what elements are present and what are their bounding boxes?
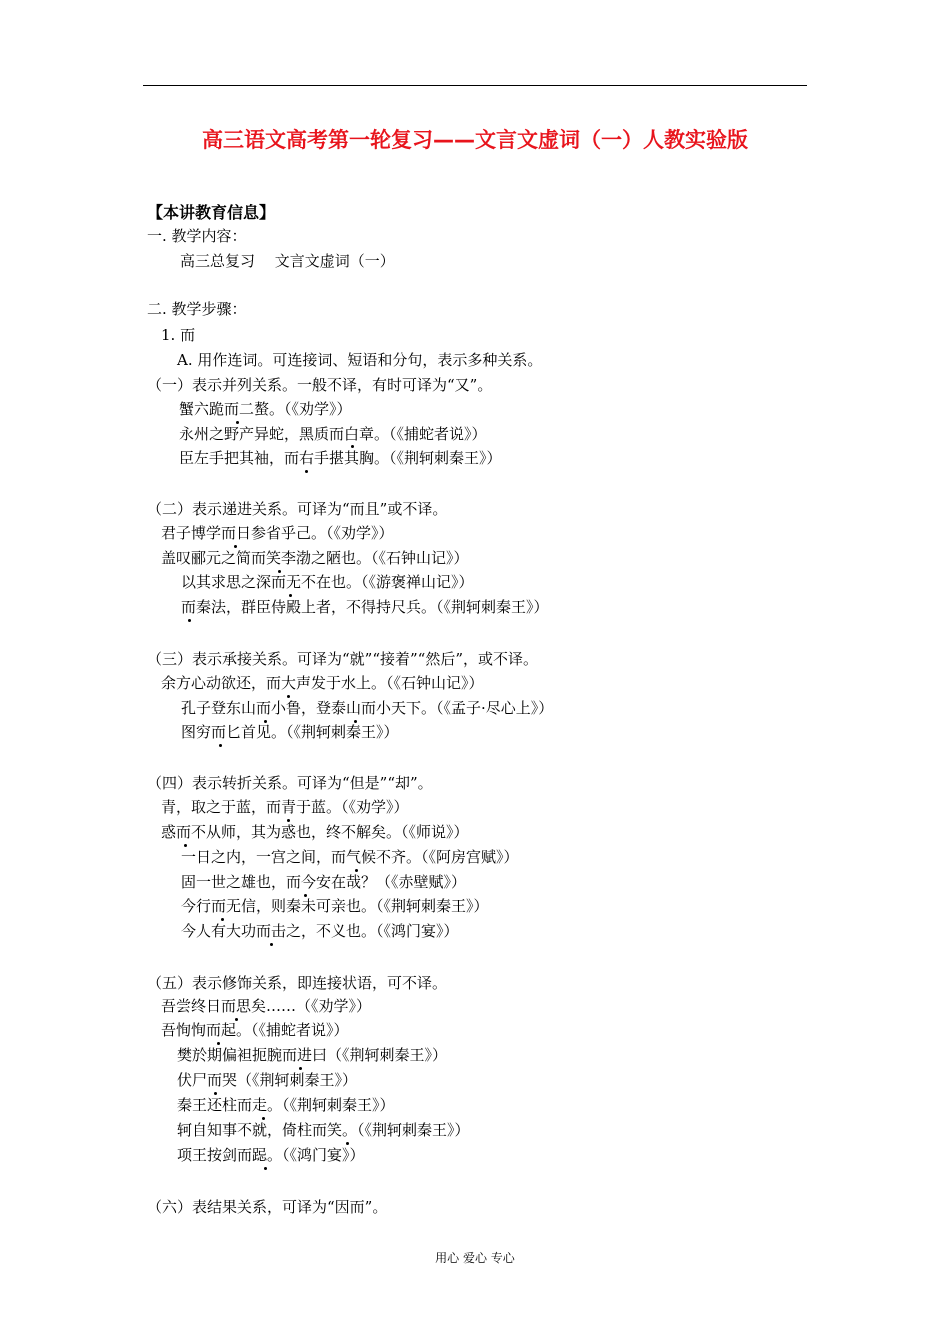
emphasis-dot <box>355 869 358 872</box>
example-line: 孔子登东山而小鲁，登泰山而小天下。（《孟子·尽心上》） <box>181 699 554 717</box>
example-line: 吾恂恂而起。（《捕蛇者说》） <box>161 1021 349 1039</box>
emphasis-dot <box>287 819 290 822</box>
emphasis-dot <box>264 720 267 723</box>
emphasis-dot <box>305 470 308 473</box>
emphasis-dot <box>299 1067 302 1070</box>
item-heading: 1. 而 <box>161 326 196 344</box>
emphasis-dot <box>270 943 273 946</box>
emphasis-dot <box>289 594 292 597</box>
emphasis-dot <box>217 1042 220 1045</box>
emphasis-dot <box>188 619 191 622</box>
emphasis-dot <box>346 1142 349 1145</box>
group-heading: （二）表示递进关系。可译为“而且”或不译。 <box>147 500 448 518</box>
emphasis-dot <box>236 421 239 424</box>
example-line: 项王按剑而跽。（《鸿门宴》） <box>177 1146 365 1164</box>
example-line: 君子博学而日参省乎己。（《劝学》） <box>161 524 394 542</box>
example-line: 青，取之于蓝，而青于蓝。（《劝学》） <box>161 798 409 816</box>
section-header: 【本讲教育信息】 <box>147 203 276 222</box>
emphasis-dot <box>214 1092 217 1095</box>
example-line: 惑而不从师，其为惑也，终不解矣。（《师说》） <box>161 823 469 841</box>
header-rule <box>143 85 807 86</box>
emphasis-dot <box>184 844 187 847</box>
emphasis-dot <box>219 744 222 747</box>
emphasis-dot <box>354 720 357 723</box>
group-heading: （五）表示修饰关系，即连接状语，可不译。 <box>147 974 448 992</box>
content-heading: 一. 教学内容： <box>147 227 247 245</box>
group-heading: （一）表示并列关系。一般不译，有时可译为“又”。 <box>147 376 493 394</box>
group-heading: （六）表结果关系，可译为“因而”。 <box>147 1198 388 1216</box>
example-line: 秦王还柱而走。（《荆轲刺秦王》） <box>177 1096 395 1114</box>
example-line: 樊於期偏袒扼腕而进曰（《荆轲刺秦王》） <box>177 1046 448 1064</box>
page-footer: 用心 爱心 专心 <box>435 1251 515 1265</box>
example-line: 固一世之雄也，而今安在哉？（《赤壁赋》） <box>181 873 467 891</box>
group-heading: （四）表示转折关系。可译为“但是”“却”。 <box>147 774 433 792</box>
content-text: 高三总复习 文言文虚词（一） <box>180 252 395 270</box>
example-line: 图穷而匕首见。（《荆轲刺秦王》） <box>181 723 399 741</box>
example-line: 臣左手把其袖，而右手揕其胸。（《荆轲刺秦王》） <box>179 449 502 467</box>
example-line: 伏尸而哭（《荆轲刺秦王》） <box>177 1071 358 1089</box>
example-line: 吾尝终日而思矣……（《劝学》） <box>161 997 372 1015</box>
example-line: 今行而无信，则秦未可亲也。（《荆轲刺秦王》） <box>181 897 489 915</box>
example-line: 盖叹郦元之简而笑李渤之陋也。（《石钟山记》） <box>161 549 469 567</box>
emphasis-dot <box>221 918 224 921</box>
emphasis-dot <box>262 1117 265 1120</box>
example-line: 今人有大功而击之，不义也。（《鸿门宴》） <box>181 922 459 940</box>
example-line: 永州之野产异蛇，黑质而白章。（《捕蛇者说》） <box>179 425 487 443</box>
example-line: 一日之内，一宫之间，而气候不齐。（《阿房宫赋》） <box>181 848 519 866</box>
emphasis-dot <box>235 1018 238 1021</box>
emphasis-dot <box>264 1167 267 1170</box>
item-description: A. 用作连词。可连接词、短语和分句，表示多种关系。 <box>177 351 543 369</box>
emphasis-dot <box>278 570 281 573</box>
example-line: 轲自知事不就，倚柱而笑。（《荆轲刺秦王》） <box>177 1121 470 1139</box>
group-heading: （三）表示承接关系。可译为“就”“接着”“然后”，或不译。 <box>147 650 539 668</box>
example-line: 而秦法，群臣侍殿上者，不得持尺兵。（《荆轲刺秦王》） <box>181 598 549 616</box>
example-line: 蟹六跪而二螯。（《劝学》） <box>179 400 352 418</box>
example-line: 余方心动欲还，而大声发于水上。（《石钟山记》） <box>161 674 484 692</box>
document-title: 高三语文高考第一轮复习——文言文虚词（一）人教实验版 <box>202 128 748 152</box>
emphasis-dot <box>287 695 290 698</box>
emphasis-dot <box>351 445 354 448</box>
steps-heading: 二. 教学步骤： <box>147 300 247 318</box>
emphasis-dot <box>304 894 307 897</box>
emphasis-dot <box>234 545 237 548</box>
example-line: 以其求思之深而无不在也。（《游褒禅山记》） <box>181 573 474 591</box>
